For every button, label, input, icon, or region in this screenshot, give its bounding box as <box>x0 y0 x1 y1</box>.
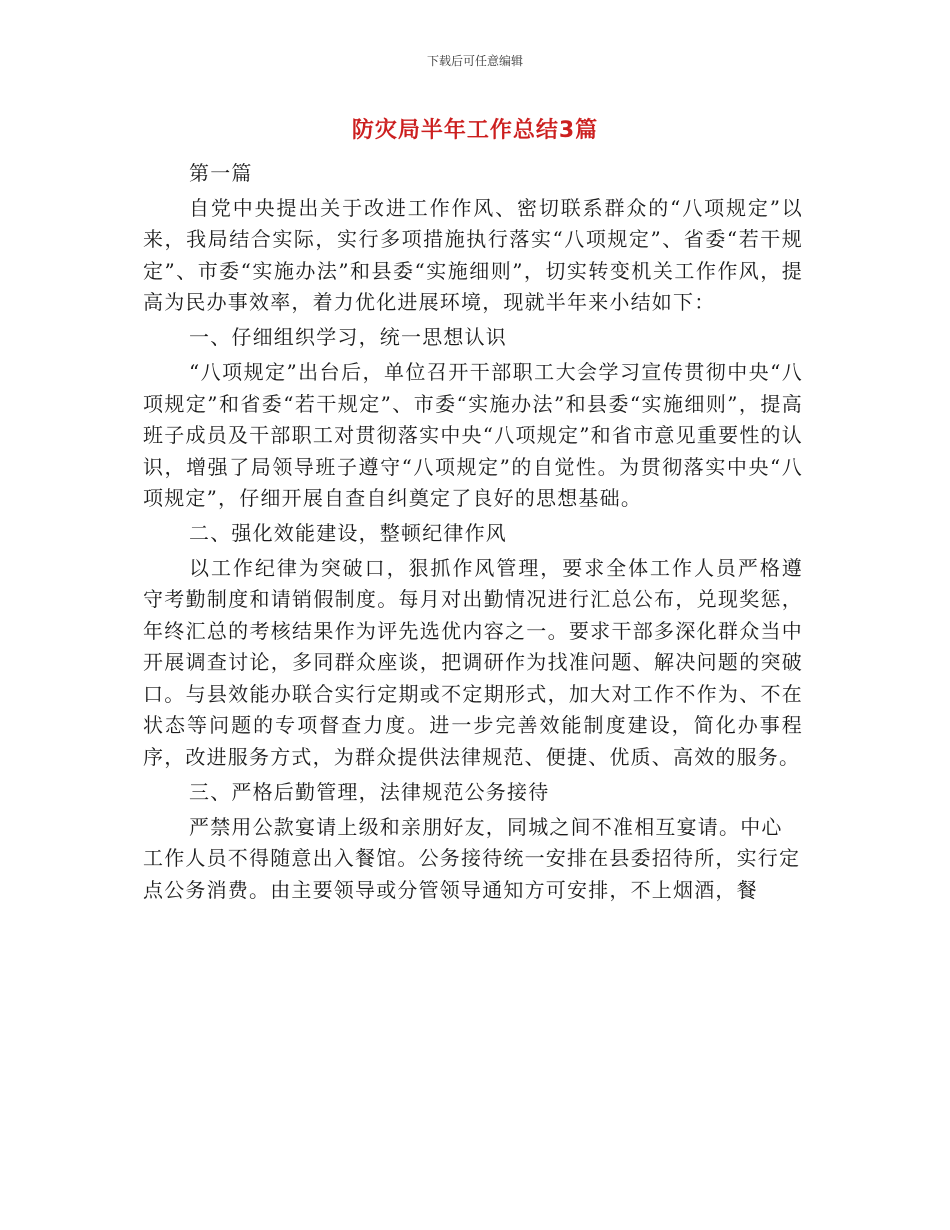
paragraph-1: “八项规定”出台后，单位召开干部职工大会学习宣传贯彻中央“八项规定”和省委“若干规定”、市委“实施办法”和县委“实施细则”，提高班子成员及干部职工对贯彻落实中央“八项规定”和省市意见重要性的认识，增强了局领导班子遵守“八项规定”的自觉性。为贯彻落实中央“八项规定”，仔细开展自查自纠奠定了良好的思想基础。 <box>143 360 803 511</box>
paragraph-intro: 自党中央提出关于改进工作作风、密切联系群众的“八项规定”以来，我局结合实际，实行多项措施执行落实“八项规定”、省委“若干规定”、市委“实施办法”和县委“实施细则”，切实转变机关工作作风，提高为民办事效率，着力优化进展环境，现就半年来小结如下： <box>143 195 803 315</box>
document-title: 防灾局半年工作总结3篇 <box>351 118 599 143</box>
paragraph-3: 严禁用公款宴请上级和亲朋好友，同城之间不准相互宴请。中心工作人员不得随意出入餐馆。公务接待统一安排在县委招待所，实行定点公务消费。由主要领导或分管领导通知方可安排，不上烟酒，餐 <box>143 814 801 902</box>
paragraph-2: 以工作纪律为突破口，狠抓作风管理，要求全体工作人员严格遵守考勤制度和请销假制度。每月对出勤情况进行汇总公布，兑现奖惩，年终汇总的考核结果作为评先选优内容之一。要求干部多深化群众当中开展调查讨论，多同群众座谈，把调研作为找准问题、解决问题的突破口。与县效能办联合实行定期或不定期形式，加大对工作不作为、不在状态等问题的专项督查力度。进一步完善效能制度建设，简化办事程序，改进服务方式，为群众提供法律规范、便捷、优质、高效的服务。 <box>143 555 803 769</box>
heading-3: 三、严格后勤管理，法律规范公务接待 <box>189 779 550 804</box>
document-body <box>143 158 803 910</box>
heading-2: 二、强化效能建设，整顿纪律作风 <box>189 521 507 546</box>
section-label: 第一篇 <box>189 161 253 185</box>
heading-1: 一、仔细组织学习，统一思想认识 <box>189 325 507 350</box>
header-note: 下载后可任意编辑 <box>426 54 523 68</box>
